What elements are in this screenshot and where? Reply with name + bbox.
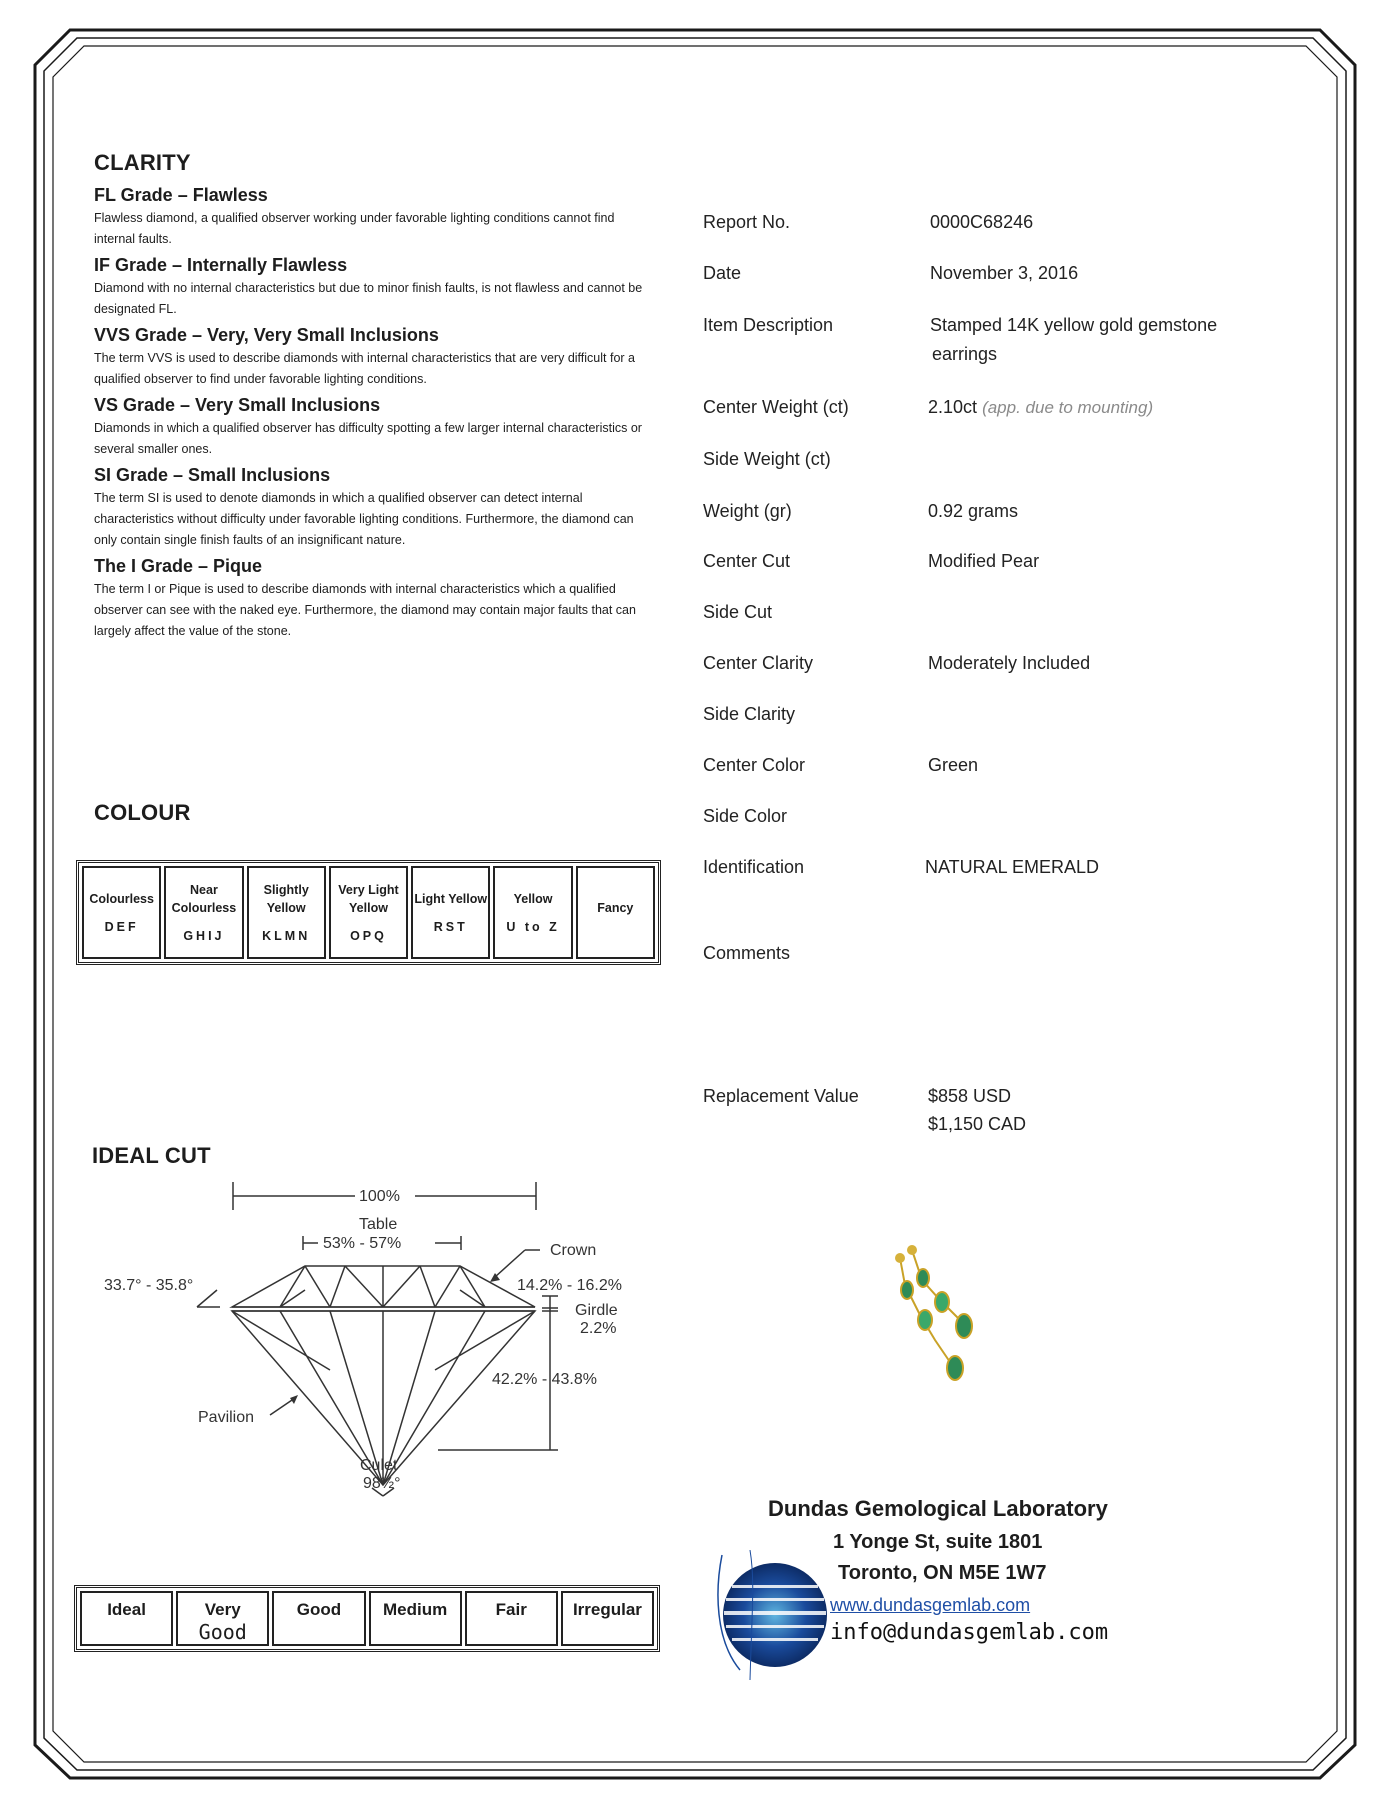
grade-vs xyxy=(94,394,654,460)
girdle-label: Girdle xyxy=(575,1302,618,1319)
center-color-value: Green xyxy=(928,755,979,775)
colour-label: Near Colourless xyxy=(171,882,237,915)
grade-vvs xyxy=(94,324,654,390)
center-clarity-value: Moderately Included xyxy=(928,653,1091,673)
colour-cell xyxy=(411,866,490,959)
cut-cell xyxy=(465,1591,558,1646)
cut-cell xyxy=(272,1591,365,1646)
weight-value: 0.92 grams xyxy=(928,501,1019,521)
colour-letters: RST xyxy=(433,919,468,934)
lab-email: info@dundasgemlab.com xyxy=(830,1620,1109,1645)
cut-grade-table xyxy=(74,1585,660,1652)
colour-letters: OPQ xyxy=(350,928,387,943)
crown-height-label: 14.2% - 16.2% xyxy=(517,1277,622,1294)
girdle-pct-label: 2.2% xyxy=(580,1320,617,1337)
grade-text: Diamonds in which a qualified observer has difficulty spotting a few larger internal characteristics or several smaller ones. xyxy=(94,421,642,456)
replacement-value-label: Replacement Value xyxy=(703,1086,859,1106)
cut-cell xyxy=(561,1591,654,1646)
cut-label: Medium xyxy=(382,1600,448,1619)
item-description-label: Item Description xyxy=(703,315,834,335)
crown-label: Crown xyxy=(550,1242,597,1259)
cut-cell xyxy=(369,1591,462,1646)
lab-website-link[interactable]: www.dundasgemlab.com xyxy=(830,1595,1031,1615)
crown-angle-label: 33.7° - 35.8° xyxy=(104,1277,194,1294)
center-weight-value xyxy=(928,393,1268,422)
colour-cell xyxy=(493,866,572,959)
colour-letters: U to Z xyxy=(506,919,560,934)
center-weight-label: Center Weight (ct) xyxy=(703,397,849,417)
report-no-label: Report No. xyxy=(703,212,791,232)
colour-cell xyxy=(164,866,243,959)
grade-title: VS Grade – Very Small Inclusions xyxy=(94,395,381,415)
side-weight-label: Side Weight (ct) xyxy=(703,449,831,469)
colour-letters: GHIJ xyxy=(183,928,225,943)
center-weight-number: 2.10ct xyxy=(928,397,978,417)
clarity-grades xyxy=(94,184,654,646)
earrings-photo xyxy=(860,1240,1040,1390)
identification-value: NATURAL EMERALD xyxy=(925,857,1100,877)
identification-label: Identification xyxy=(703,857,805,877)
grade-fl xyxy=(94,184,654,250)
width-label: 100% xyxy=(359,1188,400,1205)
grade-if xyxy=(94,254,654,320)
grade-text: The term VVS is used to describe diamonds with internal characteristics that are very difficult for a qualified observer to find under favorable lighting conditions. xyxy=(94,351,635,386)
grade-i xyxy=(94,555,654,642)
cut-label: Very xyxy=(204,1600,241,1619)
center-color-label: Center Color xyxy=(703,755,806,775)
side-color-label: Side Color xyxy=(703,806,788,826)
lab-address1: 1 Yonge St, suite 1801 xyxy=(833,1531,1043,1553)
cut-label: Irregular xyxy=(572,1600,642,1619)
report-no-value: 0000C68246 xyxy=(930,212,1034,232)
colour-label: Slightly Yellow xyxy=(263,882,309,915)
grade-title: The I Grade – Pique xyxy=(94,556,263,576)
pavilion-label: Pavilion xyxy=(198,1409,255,1426)
grade-text: Diamond with no internal characteristics but due to minor finish faults, is not flawless and cannot be designated FL. xyxy=(94,281,643,316)
security-seal-icon xyxy=(710,1550,840,1680)
table-label: Table xyxy=(359,1216,398,1233)
colour-label: Colourless xyxy=(89,891,154,906)
weight-label: Weight (gr) xyxy=(703,501,792,521)
replacement-usd: $858 USD xyxy=(928,1086,1012,1106)
grade-si xyxy=(94,464,654,551)
clarity-heading: CLARITY xyxy=(94,150,191,175)
grade-text: Flawless diamond, a qualified observer working under favorable lighting conditions cannot find internal faults. xyxy=(94,211,615,246)
colour-cell xyxy=(82,866,161,959)
cut-label: Fair xyxy=(495,1600,527,1619)
cut-cell xyxy=(176,1591,269,1646)
date-label: Date xyxy=(703,263,742,283)
center-cut-value: Modified Pear xyxy=(928,551,1040,571)
colour-label: Very Light Yellow xyxy=(338,882,399,915)
culet-angle-label: 98½° xyxy=(363,1475,401,1492)
colour-heading: COLOUR xyxy=(94,800,191,825)
grade-text: The term I or Pique is used to describe diamonds with internal characteristics which a qualified observer can see with the naked eye. Furthermore, the diamond may contain major faults that can largely affect the value of the stone. xyxy=(94,582,636,638)
colour-cell xyxy=(329,866,408,959)
ideal-cut-heading: IDEAL CUT xyxy=(92,1143,211,1168)
culet-label: Culet xyxy=(360,1457,398,1474)
colour-label: Yellow xyxy=(513,891,553,906)
item-description-line1: Stamped 14K yellow gold gemstone xyxy=(930,315,1218,335)
grade-text: The term SI is used to denote diamonds in which a qualified observer can detect internal characteristics without difficulty under favorable lighting conditions. Furthermore, the diamond can only contain single finish faults of an insignificant nature. xyxy=(94,491,634,547)
comments-label: Comments xyxy=(703,943,791,963)
grade-title: IF Grade – Internally Flawless xyxy=(94,255,348,275)
item-description-line2: earrings xyxy=(932,344,998,364)
center-weight-note: (app. due to mounting) xyxy=(982,398,1154,417)
colour-scale-table xyxy=(76,860,661,965)
colour-cell xyxy=(576,866,655,959)
center-clarity-label: Center Clarity xyxy=(703,653,814,673)
lab-address2: Toronto, ON M5E 1W7 xyxy=(838,1562,1047,1584)
cut-label: Good xyxy=(296,1600,342,1619)
lab-name: Dundas Gemological Laboratory xyxy=(768,1496,1108,1521)
side-cut-label: Side Cut xyxy=(703,602,773,622)
grade-title: VVS Grade – Very, Very Small Inclusions xyxy=(94,325,439,345)
pavilion-depth-label: 42.2% - 43.8% xyxy=(492,1371,597,1388)
date-value: November 3, 2016 xyxy=(930,263,1079,283)
center-cut-label: Center Cut xyxy=(703,551,791,571)
colour-letters: KLMN xyxy=(262,928,311,943)
cut-label: Ideal xyxy=(107,1600,146,1619)
colour-cell xyxy=(247,866,326,959)
grade-title: SI Grade – Small Inclusions xyxy=(94,465,331,485)
grade-title: FL Grade – Flawless xyxy=(94,185,268,205)
cut-handwritten: Good xyxy=(198,1620,247,1644)
table-range-label: 53% - 57% xyxy=(323,1235,402,1252)
ideal-cut-diagram xyxy=(80,1170,680,1510)
replacement-cad: $1,150 CAD xyxy=(928,1114,1027,1134)
colour-label: Light Yellow xyxy=(414,891,488,906)
cut-cell xyxy=(80,1591,173,1646)
side-clarity-label: Side Clarity xyxy=(703,704,796,724)
colour-label: Fancy xyxy=(597,900,634,915)
colour-letters: DEF xyxy=(104,919,139,934)
